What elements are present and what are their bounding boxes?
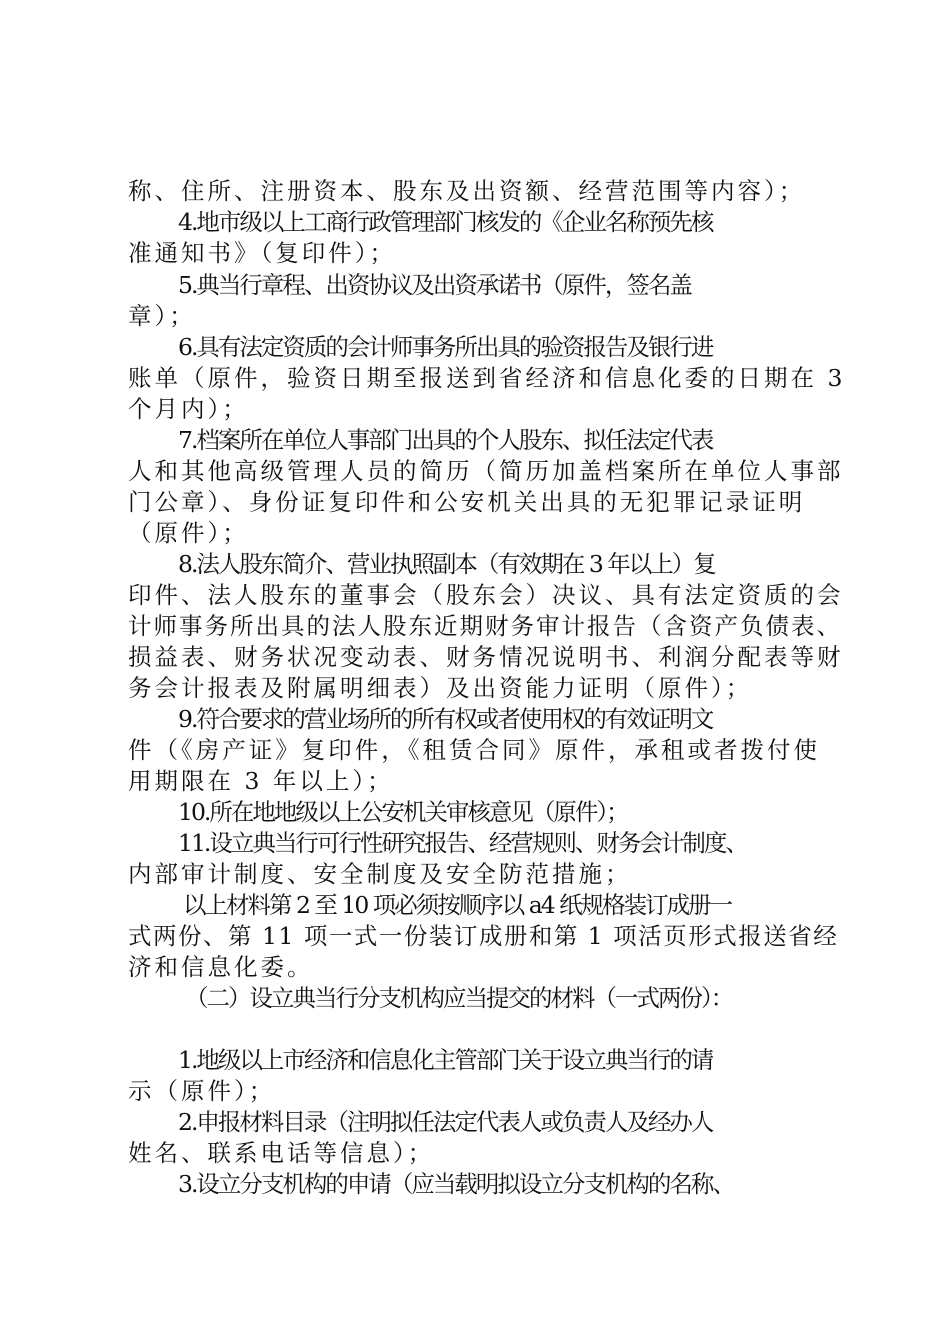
text-line: 章）； — [128, 302, 196, 330]
text-line: （原件）； — [128, 519, 249, 547]
text-line: 姓名、联系电话等信息）； — [128, 1139, 435, 1167]
text-line: 11.设立典当行可行性研究报告、经营规则、财务会计制度、 — [178, 829, 747, 857]
text-line: 内部审计制度、安全制度及安全防范措施； — [128, 860, 632, 888]
text-line: 10.所在地地级以上公安机关审核意见（原件）； — [178, 798, 628, 826]
text-line: 4.地市级以上工商行政管理部门核发的《企业名称预先核 — [178, 208, 713, 236]
text-line: 件（《房产证》复印件，《租赁合同》原件，承租或者拨付使 — [128, 736, 820, 764]
text-line: 济和信息化委。 — [128, 953, 314, 981]
text-line: 3.设立分支机构的申请（应当载明拟设立分支机构的名称、 — [178, 1170, 734, 1198]
text-line: 7.档案所在单位人事部门出具的个人股东、拟任法定代表 — [178, 426, 713, 454]
text-line: 示（原件）； — [128, 1077, 276, 1105]
text-line: 以上材料第 2 至 10 项必须按顺序以 a4 纸规格装订成册一 — [183, 891, 732, 919]
text-line: 损益表、财务状况变动表、财务情况说明书、利润分配表等财 — [128, 643, 844, 671]
text-line: 人和其他高级管理人员的简历（简历加盖档案所在单位人事部 — [128, 457, 844, 485]
text-line: 1.地级以上市经济和信息化主管部门关于设立典当行的请 — [178, 1046, 713, 1074]
text-line: 5.典当行章程、出资协议及出资承诺书（原件，签名盖 — [178, 271, 691, 299]
text-line: 式两份、第 11 项一式一份装订成册和第 1 项活页形式报送省经 — [128, 922, 839, 950]
text-line: 个月内）； — [128, 395, 249, 423]
text-line: 印件、法人股东的董事会（股东会）决议、具有法定资质的会 — [128, 581, 844, 609]
text-line: 准通知书》（复印件）； — [128, 239, 396, 267]
text-line: 2.申报材料目录（注明拟任法定代表人或负责人及经办人 — [178, 1108, 713, 1136]
text-line: 9.符合要求的营业场所的所有权或者使用权的有效证明文 — [178, 705, 713, 733]
text-line: 称、住所、注册资本、股东及出资额、经营范围等内容）； — [128, 177, 806, 205]
text-line: 用期限在 3 年以上）； — [128, 767, 394, 795]
text-line: 账单（原件，验资日期至报送到省经济和信息化委的日期在 3 — [128, 364, 846, 392]
text-line: 计师事务所出具的法人股东近期财务审计报告（含资产负债表、 — [128, 612, 842, 640]
section-heading: （二）设立典当行分支机构应当提交的材料（一式两份）： — [185, 984, 733, 1012]
text-line: 8.法人股东简介、营业执照副本（有效期在 3 年以上）复 — [178, 550, 715, 578]
text-line: 门公章）、身份证复印件和公安机关出具的无犯罪记录证明 — [128, 488, 806, 516]
text-line: 6.具有法定资质的会计师事务所出具的验资报告及银行进 — [178, 333, 713, 361]
text-line: 务会计报表及附属明细表）及出资能力证明（原件）； — [128, 674, 753, 702]
